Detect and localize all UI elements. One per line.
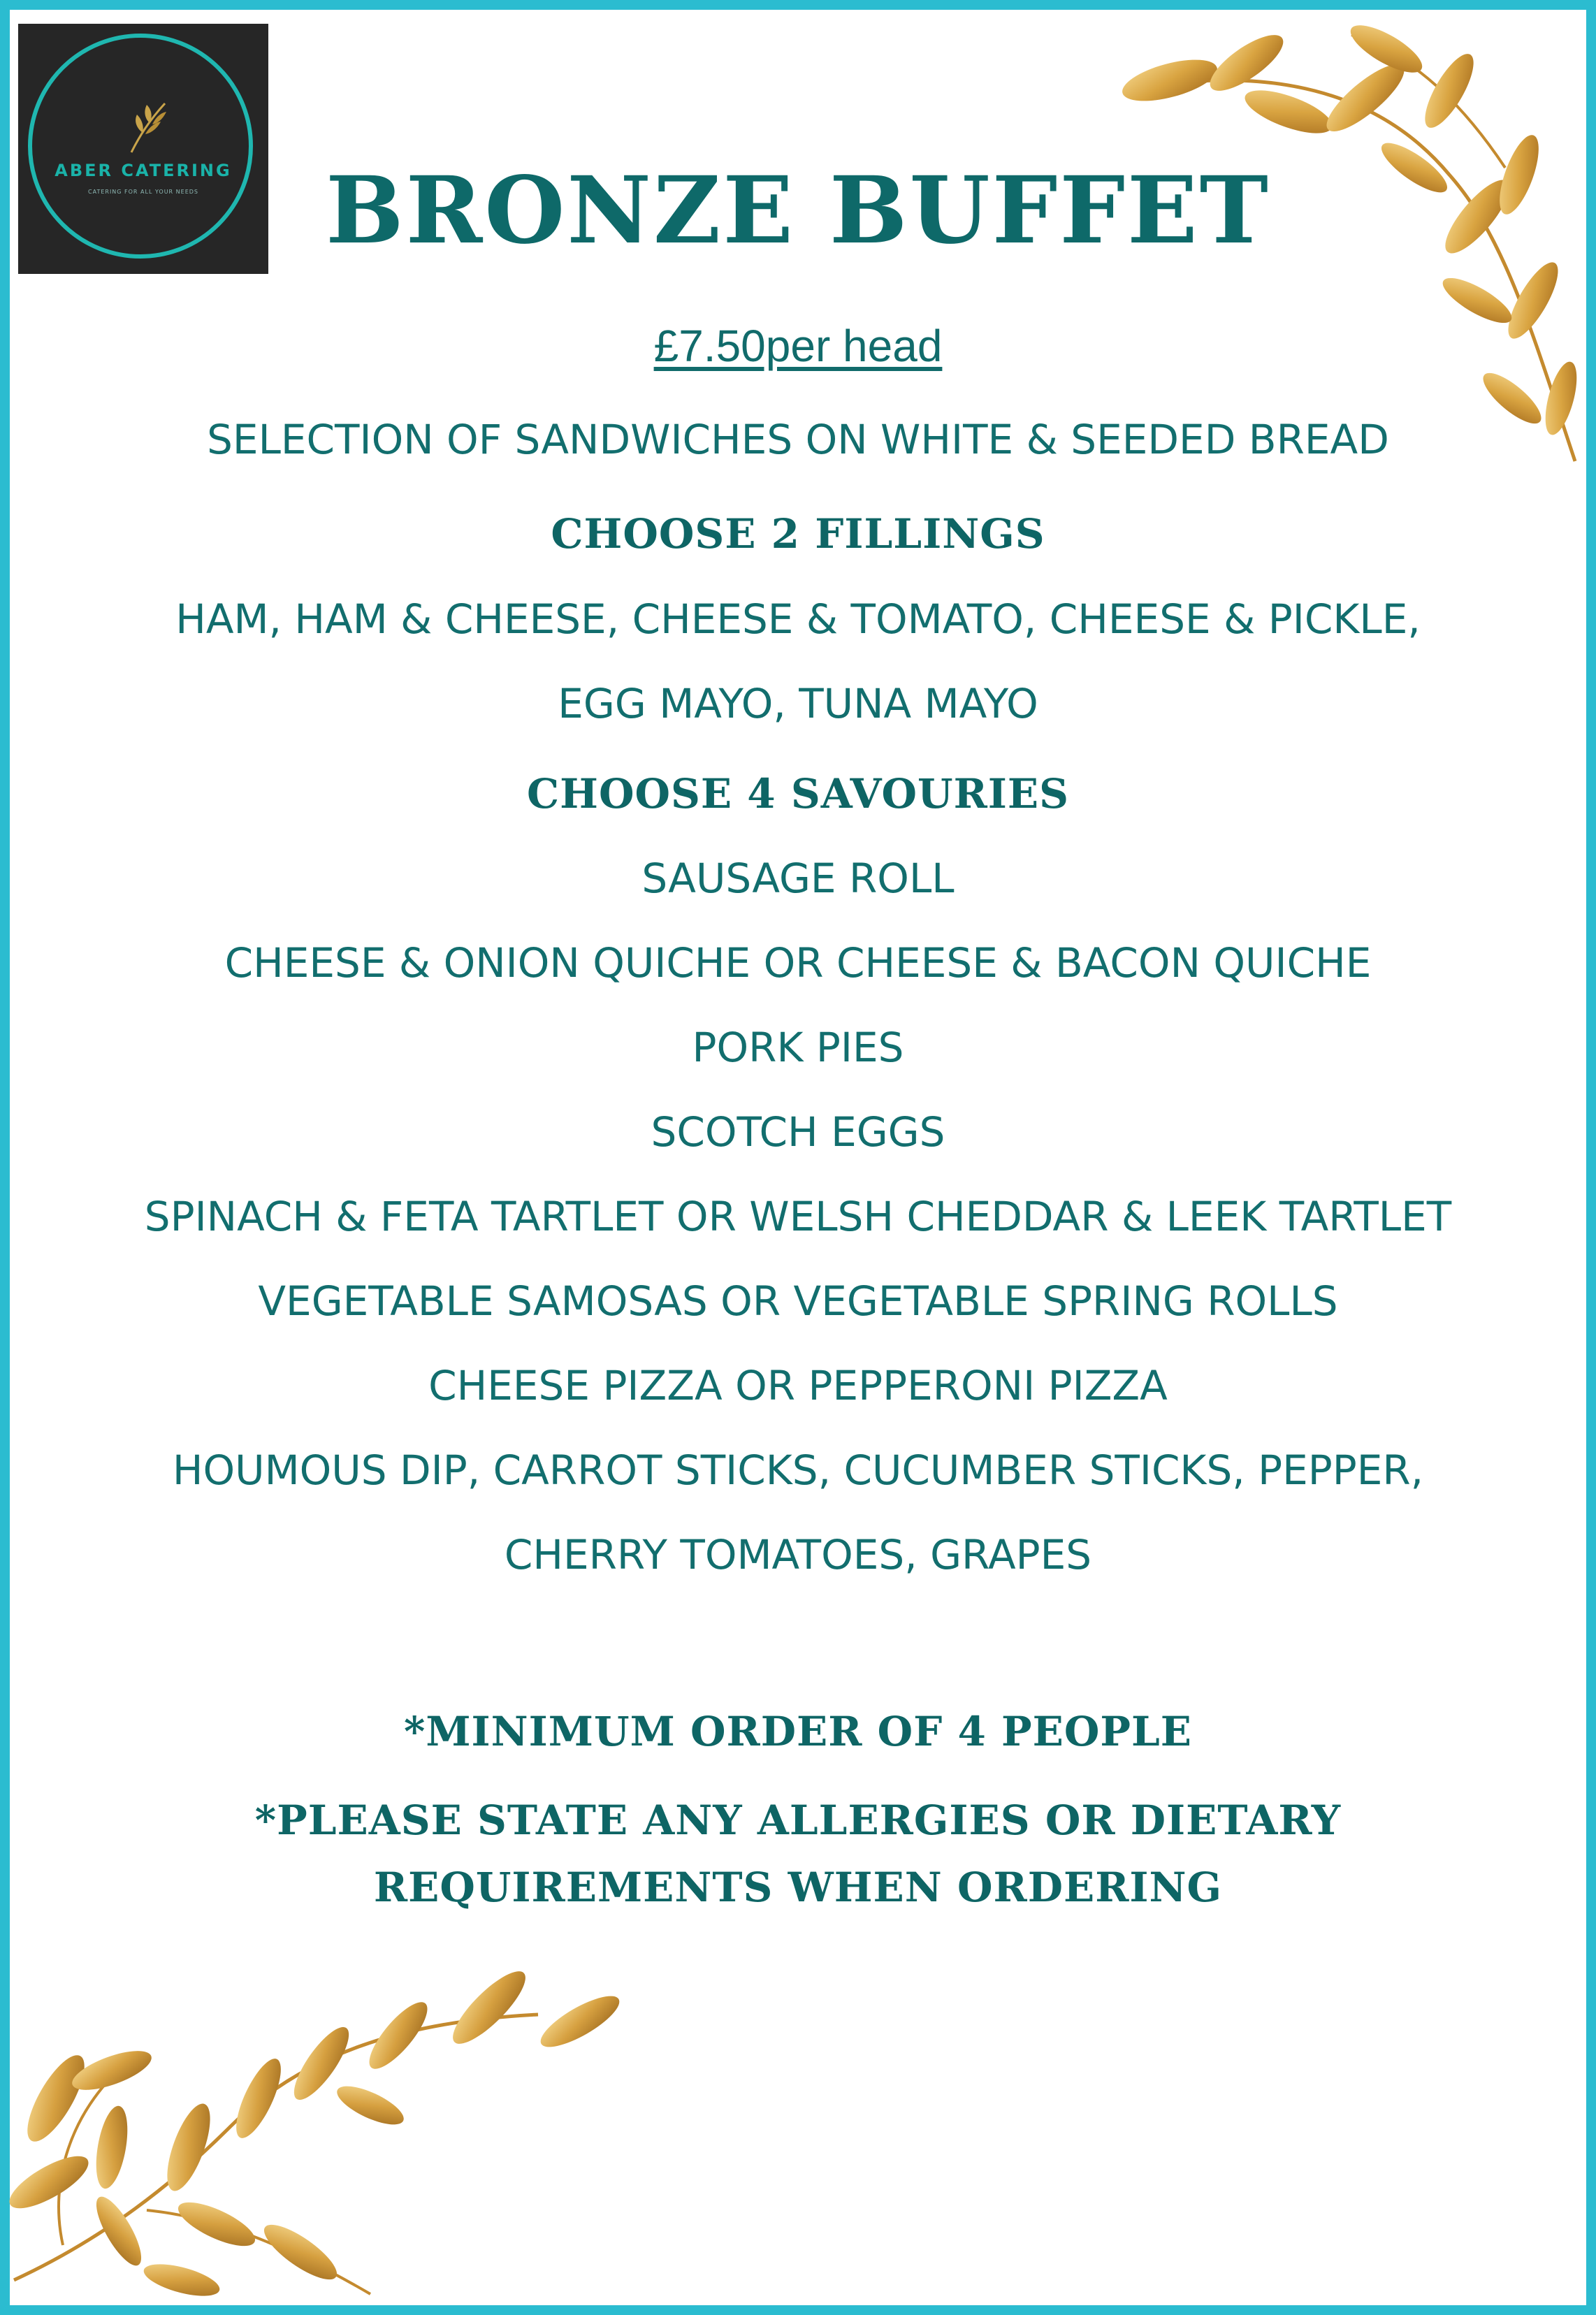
logo-tagline: CATERING FOR ALL YOUR NEEDS [88,189,198,195]
savoury-item: SAUSAGE ROLL [641,855,955,902]
price-per-head: £7.50per head [653,321,943,371]
wheat-icon [122,99,171,155]
fillings-line: HAM, HAM & CHEESE, CHEESE & TOMATO, CHEESE & PICKLE, [175,595,1421,643]
savoury-item: CHEESE & ONION QUICHE OR CHEESE & BACON QUICHE [224,939,1372,987]
fillings-line: EGG MAYO, TUNA MAYO [558,680,1038,727]
savoury-item: CHERRY TOMATOES, GRAPES [504,1531,1092,1579]
savoury-item: VEGETABLE SAMOSAS OR VEGETABLE SPRING ROLLS [258,1277,1338,1325]
minimum-order-note: *MINIMUM ORDER OF 4 PEOPLE [404,1708,1192,1755]
savoury-item: PORK PIES [692,1024,904,1071]
savoury-item: SCOTCH EGGS [651,1108,945,1156]
gold-leaves-bottom-decoration [7,1917,678,2308]
savoury-item: SPINACH & FETA TARTLET OR WELSH CHEDDAR & LEEK TARTLET [144,1193,1452,1240]
savoury-item: HOUMOUS DIP, CARROT STICKS, CUCUMBER STICKS, PEPPER, [172,1446,1424,1494]
allergies-note-continued: REQUIREMENTS WHEN ORDERING [373,1864,1223,1911]
logo-name: ABER CATERING [55,161,232,180]
savouries-heading: CHOOSE 4 SAVOURIES [526,770,1070,818]
savoury-item: CHEESE PIZZA OR PEPPERONI PIZZA [428,1362,1168,1409]
sandwich-selection: SELECTION OF SANDWICHES ON WHITE & SEEDED BREAD [207,416,1389,463]
fillings-heading: CHOOSE 2 FILLINGS [551,510,1045,558]
allergies-note: *PLEASE STATE ANY ALLERGIES OR DIETARY [254,1797,1342,1844]
page-title: BRONZE BUFFET [326,157,1270,265]
